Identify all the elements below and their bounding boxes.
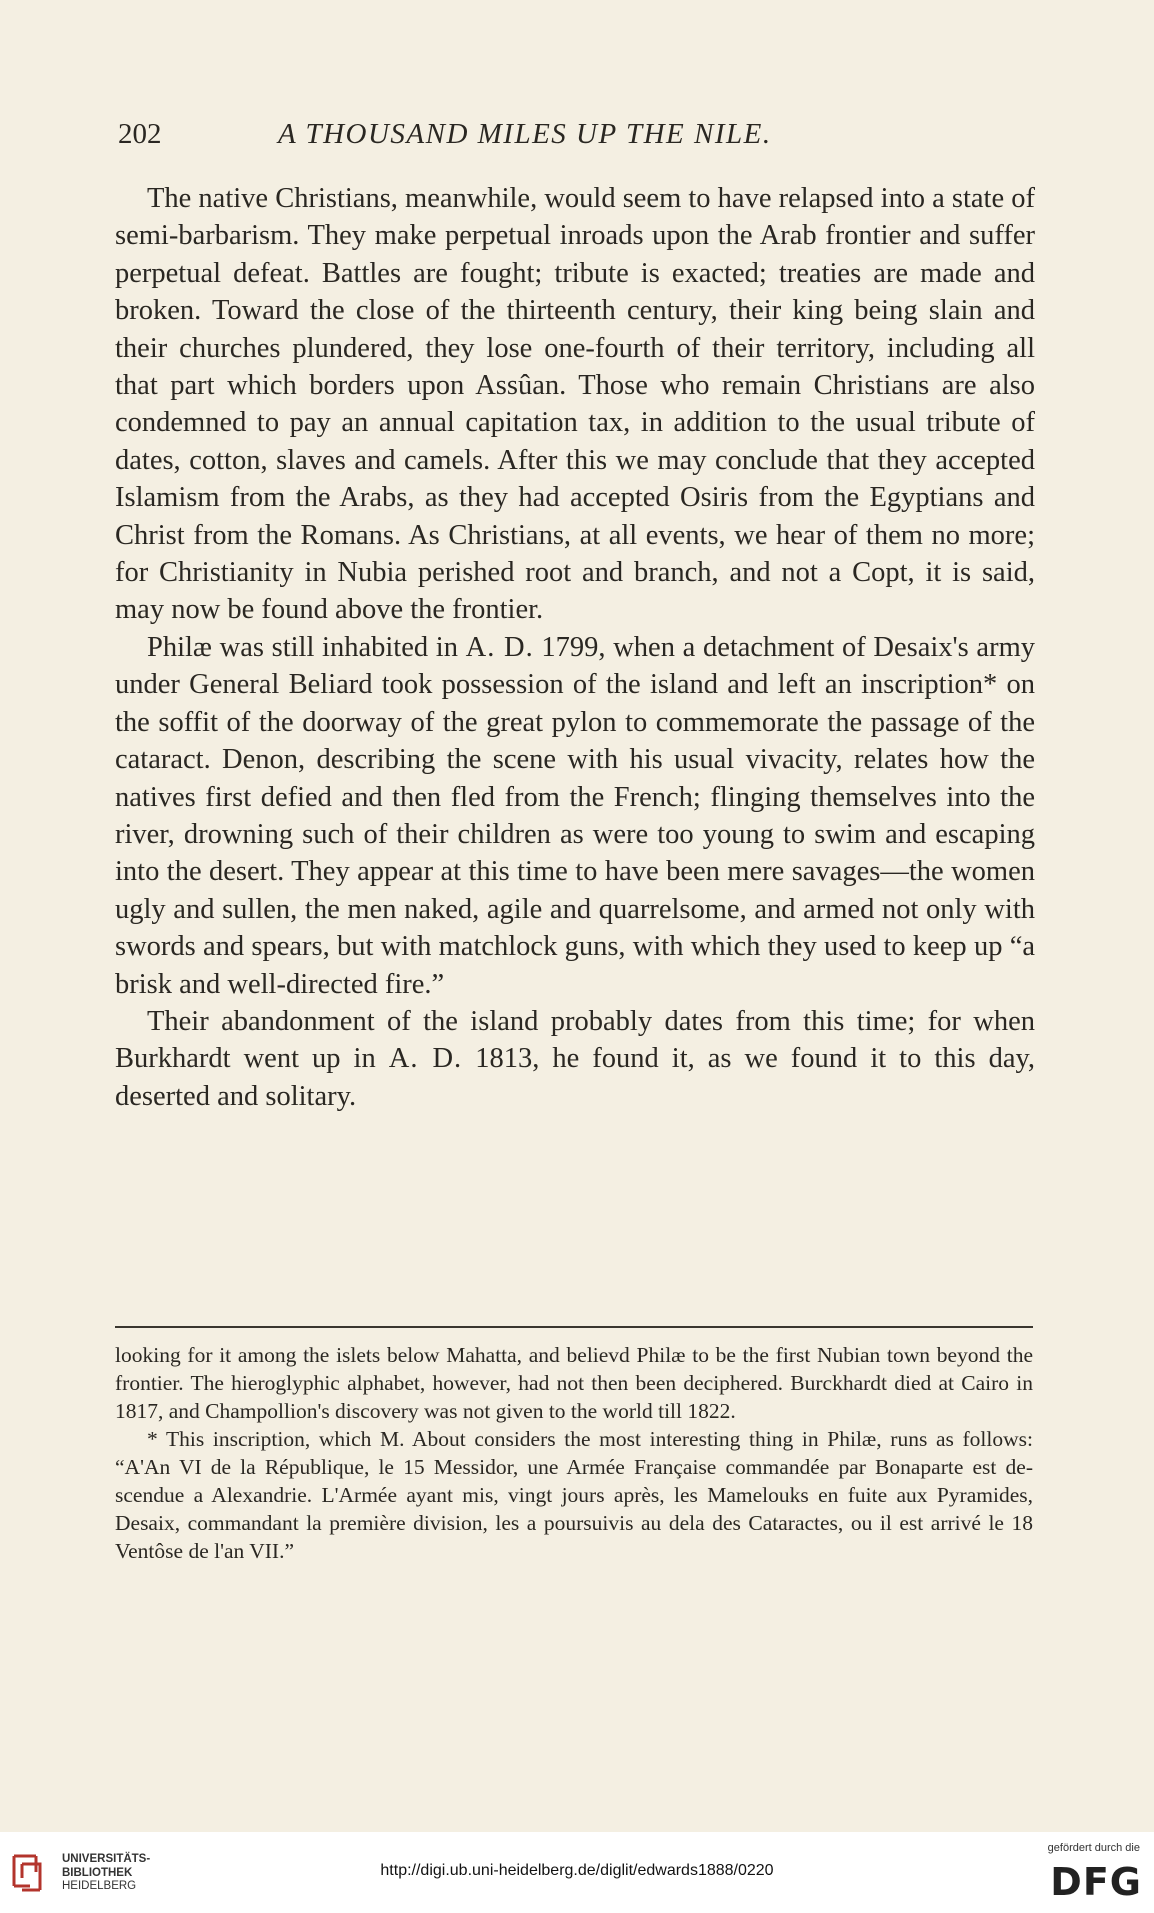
library-name-line: BIBLIOTHEK [62,1866,133,1879]
paragraph-text: Philæ was still inhabited in [147,631,466,663]
footnote-divider [115,1326,1033,1328]
paragraph-text: Their abandonment of the island probably dates from this time; for when Burkhardt went up in [115,1005,1035,1075]
era-abbreviation: A. D. [465,631,534,663]
paragraph-text: The native Christians, meanwhile, would seem to have relapsed into a state of semi-barbarism. They make perpetual inroads upon the Arab frontier and suffer perpetual defeat. Battles are fought; tribute is exacted; treaties are made and broken. Toward the close of the thirteenth century, their king being slain and their churches plundered, they lose one-fourth of their territory, including all that part which borders upon Assûan. Those who remain Christians are also condemned to pay an annual capitation tax, in addition to the usual tribute of dates, cotton, slaves and camels. After this we may conclude that they accepted Islamism from the Arabs, as they had accepted Osiris from the Egyptians and Christ from the Romans. As Christians, at all events, we hear of them no more; for Christianity in Nubia perished root and branch, and not a Copt, it is said, may now be found above the frontier. [115,183,1035,626]
paragraph [115,1003,1035,1115]
running-title: A THOUSAND MILES UP THE NILE. [278,118,772,150]
footnote-continued: looking for it among the islets below Mahatta, and believd Philæ to be the first Nubian town beyond the frontier. The hieroglyphic alphabet, however, had not then been deciphered. Burckhardt died at Cairo in 1817, and Champollion's discovery was not given to the world till 1822. [115,1343,1033,1423]
body-text [115,180,1035,1115]
footnotes [115,1341,1033,1565]
library-name-line: UNIVERSITÄTS- [62,1853,151,1865]
footnote-inscription: * This inscription, which M. About considers the most interesting thing in Philæ, runs as follows: “A'An VI de la République, le 15 Messidor, une Armée Française commandée par Bonaparte est descendue a Alexandrie. L'Armée ayant mis, vingt jours après, les Mamelouks en fuite aux Pyramides, Desaix, commandant la première division, les a poursuivis au dela des Cataractes, ou il est arrivé le 18 Ventôse de l'an VII.” [115,1427,1033,1563]
paragraph-text: 1813, he found it, as we found it to this day, deserted and solitary. [115,1043,1036,1112]
page-number: 202 [118,118,162,150]
library-name-line: HEIDELBERG [62,1880,137,1892]
paragraph [115,629,1035,1003]
paragraph [115,180,1035,629]
page-header [118,118,1038,162]
dfg-logo: DFG [1050,1860,1142,1904]
era-abbreviation: A. D. [388,1043,463,1075]
funder-caption: gefördert durch die [1047,1842,1140,1854]
paragraph-text: 1799, when a detachment of Desaix's army under General Beliard took possession of the island and left an inscription* on the soffit of the doorway of the great pylon to commemorate the passage of the cataract. Denon, describing the scene with his usual vivacity, relates how the natives first defied and then fled from the French; flinging themselves into the river, drowning such of their children as were too young to swim and escaping into the desert. They appear at this time to have been mere savages—the women ugly and sullen, the men naked, agile and quarrelsome, and armed not only with swords and spears, but with matchlock guns, with which they used to keep up “a brisk and well-directed fire.” [115,631,1035,1000]
permalink-url[interactable]: http://digi.ub.uni-heidelberg.de/diglit/edwards1888/0220 [380,1862,774,1879]
